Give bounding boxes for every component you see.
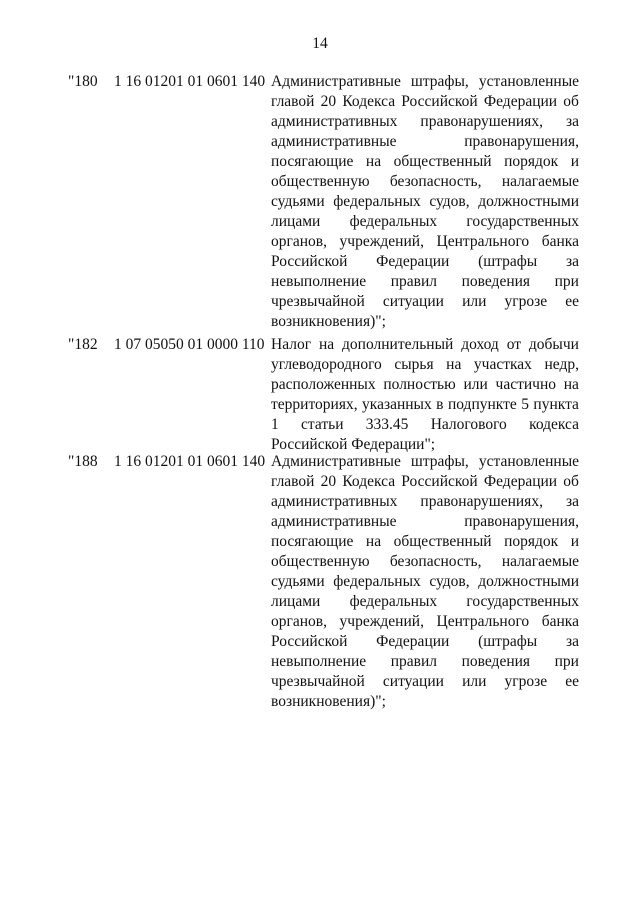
description-line: судьями федеральных судов, должностными	[271, 573, 579, 590]
description-line: органов, учреждений, Центрального банка	[271, 233, 579, 250]
description-line: административные правонарушения,	[271, 133, 579, 150]
description-line: невыполнение правил поведения при	[271, 653, 579, 670]
description-line: посягающие на общественный порядок и	[271, 533, 579, 550]
description-line: Административные штрафы, установленные	[271, 453, 579, 470]
administrator-code: "188	[68, 453, 98, 470]
description-line: административных правонарушениях, за	[271, 493, 579, 510]
description-line: лицами федеральных государственных	[271, 593, 579, 610]
administrator-code: "180	[68, 73, 98, 90]
description-line: возникновения)";	[271, 313, 386, 330]
description-line: Российской Федерации";	[271, 436, 436, 453]
administrator-code: "182	[68, 336, 98, 353]
description-line: чрезвычайной ситуации или угрозе ее	[271, 293, 579, 310]
description-line: лицами федеральных государственных	[271, 213, 579, 230]
income-description	[271, 72, 579, 332]
budget-classification-code: 1 07 05050 01 0000 110	[114, 336, 265, 353]
description-line: расположенных полностью или частично на	[271, 376, 579, 393]
income-description	[271, 335, 579, 455]
description-line: Российской Федерации (штрафы за	[271, 253, 579, 270]
description-line: общественную безопасность, налагаемые	[271, 173, 579, 190]
budget-classification-code: 1 16 01201 01 0601 140	[114, 453, 266, 470]
description-line: 1 статьи 333.45 Налогового кодекса	[271, 416, 579, 433]
budget-classification-code: 1 16 01201 01 0601 140	[114, 73, 266, 90]
description-line: чрезвычайной ситуации или угрозе ее	[271, 673, 579, 690]
description-line: главой 20 Кодекса Российской Федерации об	[271, 473, 579, 490]
description-line: углеводородного сырья на участках недр,	[271, 356, 579, 373]
description-line: невыполнение правил поведения при	[271, 273, 579, 290]
description-line: территориях, указанных в подпункте 5 пункта	[271, 396, 579, 413]
description-line: судьями федеральных судов, должностными	[271, 193, 579, 210]
description-line: общественную безопасность, налагаемые	[271, 553, 579, 570]
description-line: административных правонарушениях, за	[271, 113, 579, 130]
description-line: посягающие на общественный порядок и	[271, 153, 579, 170]
description-line: Российской Федерации (штрафы за	[271, 633, 579, 650]
page-number: 14	[312, 35, 328, 52]
description-line: административные правонарушения,	[271, 513, 579, 530]
description-line: главой 20 Кодекса Российской Федерации об	[271, 93, 579, 110]
description-line: Налог на дополнительный доход от добычи	[271, 336, 579, 353]
income-description	[271, 452, 579, 712]
description-line: возникновения)";	[271, 693, 386, 710]
description-line: Административные штрафы, установленные	[271, 73, 579, 90]
description-line: органов, учреждений, Центрального банка	[271, 613, 579, 630]
